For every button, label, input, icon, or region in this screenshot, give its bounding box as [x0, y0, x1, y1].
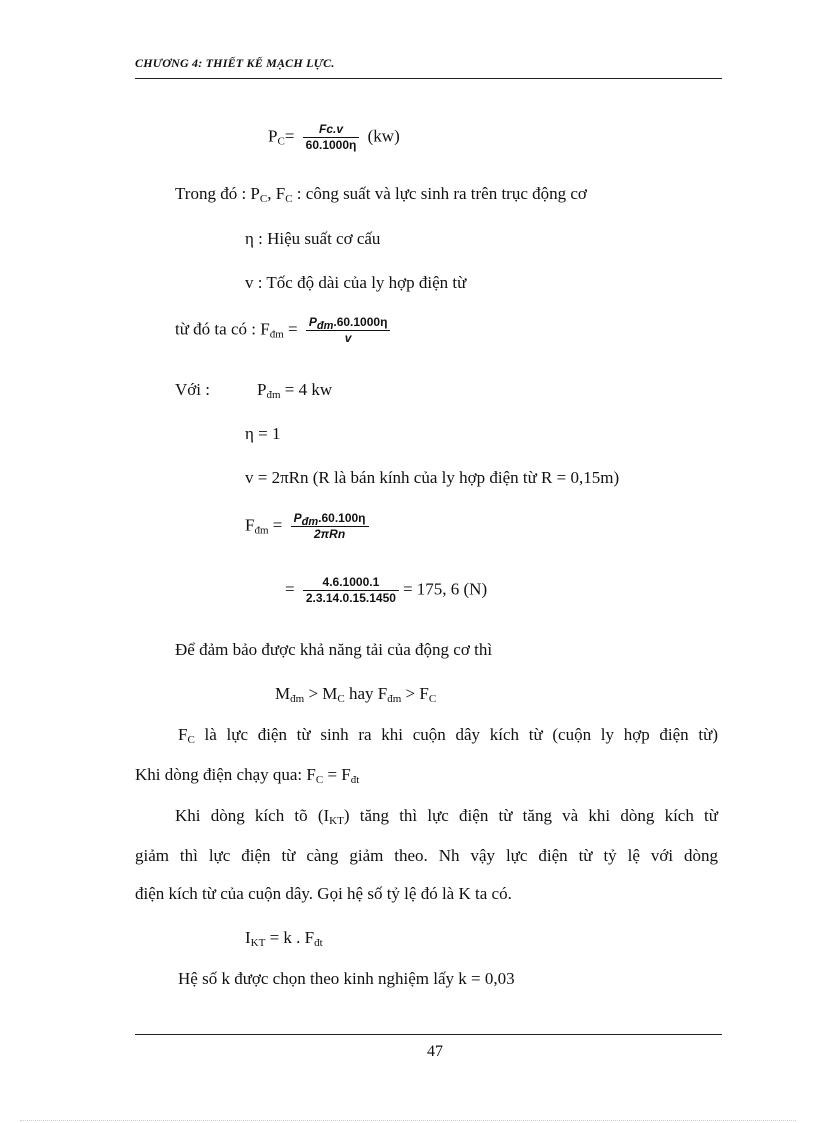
para1-line2: Khi dòng điện chạy qua: $F_C = F_{đt}$ — [135, 765, 360, 786]
line-de-dam-bao: Để đảm bảo được khả năng tải của động cơ thì — [175, 640, 493, 659]
formula-fdm: từ đó ta có : $F_{đm}$ = $\frac{P_{đm}.60.1000\eta}{v}$ — [175, 315, 394, 346]
chapter-header: CHƯƠNG 4: THIẾT KẾ MẠCH LỰC. — [135, 56, 335, 70]
para2-line2: giảm thì lực điện từ càng giảm theo. Nh vậy lực điện từ tỷ lệ với dòng — [135, 846, 718, 865]
formula-fdm2-fraction: $\frac{P_{đm}.60.100\eta}{\text{2πRn}}$ — [291, 511, 369, 542]
line-voi-label: Với : — [175, 380, 210, 399]
line-eta-desc: η : Hiệu suất cơ cấu — [245, 229, 381, 248]
formula-result: = $\frac{4.6.1000.1}{2.3.14.0.15.1450}$ = 175, 6 (N) — [285, 575, 488, 605]
para2-line1: Khi dòng kích tõ $(I_{KT})$ tăng thì lực điện từ tăng và khi dòng kích từ — [175, 806, 718, 827]
page-edge-dots — [20, 1120, 796, 1121]
page-number: 47 — [427, 1043, 443, 1060]
formula-result-fraction: $\frac{4.6.1000.1}{2.3.14.0.15.1450}$ — [303, 575, 399, 606]
formula-ikt: $I_{KT} = k$ . $F_{đt}$ — [245, 928, 323, 949]
formula-pc-fraction: $\frac{Fc.v}{60.1000\eta}$ — [303, 122, 360, 153]
header-rule — [135, 78, 722, 79]
line-trong-do: Trong đó : $P_C$, $F_C$ : công suất và lực sinh ra trên trục động cơ — [175, 184, 587, 205]
line-he-so-k: Hệ số k được chọn theo kinh nghiệm lấy k = 0,03 — [178, 969, 515, 988]
formula-fdm-2: $F_{đm}$ = $\frac{P_{đm}.60.100\eta}{\text{2πRn}}$ — [245, 511, 373, 542]
line-v-formula: v = 2πRn (R là bán kính của ly hợp điện từ R = 0,15m) — [245, 468, 620, 487]
para1-line1: $F_C$ là lực điện từ sinh ra khi cuộn dây kích từ (cuộn ly hợp điện từ) — [178, 725, 718, 746]
line-v-desc: v : Tốc độ dài của ly hợp điện từ — [245, 273, 467, 292]
footer-rule — [135, 1034, 722, 1035]
para2-line3: điện kích từ của cuộn dây. Gọi hệ số tỷ lệ đó là K ta có. — [135, 884, 512, 903]
formula-pc: $P_C=$ $\frac{Fc.v}{60.1000\eta}$ (kw) — [268, 122, 400, 152]
line-pdm-value: $P_{đm} = 4$ kw — [257, 380, 333, 401]
line-compare: $M_{đm} > M_C$ hay $F_{đm} > F_C$ — [275, 684, 437, 705]
formula-fdm-fraction: $\frac{P_{đm}.60.1000\eta}{v}$ — [306, 315, 391, 346]
line-eta-value: η = 1 — [245, 424, 281, 443]
